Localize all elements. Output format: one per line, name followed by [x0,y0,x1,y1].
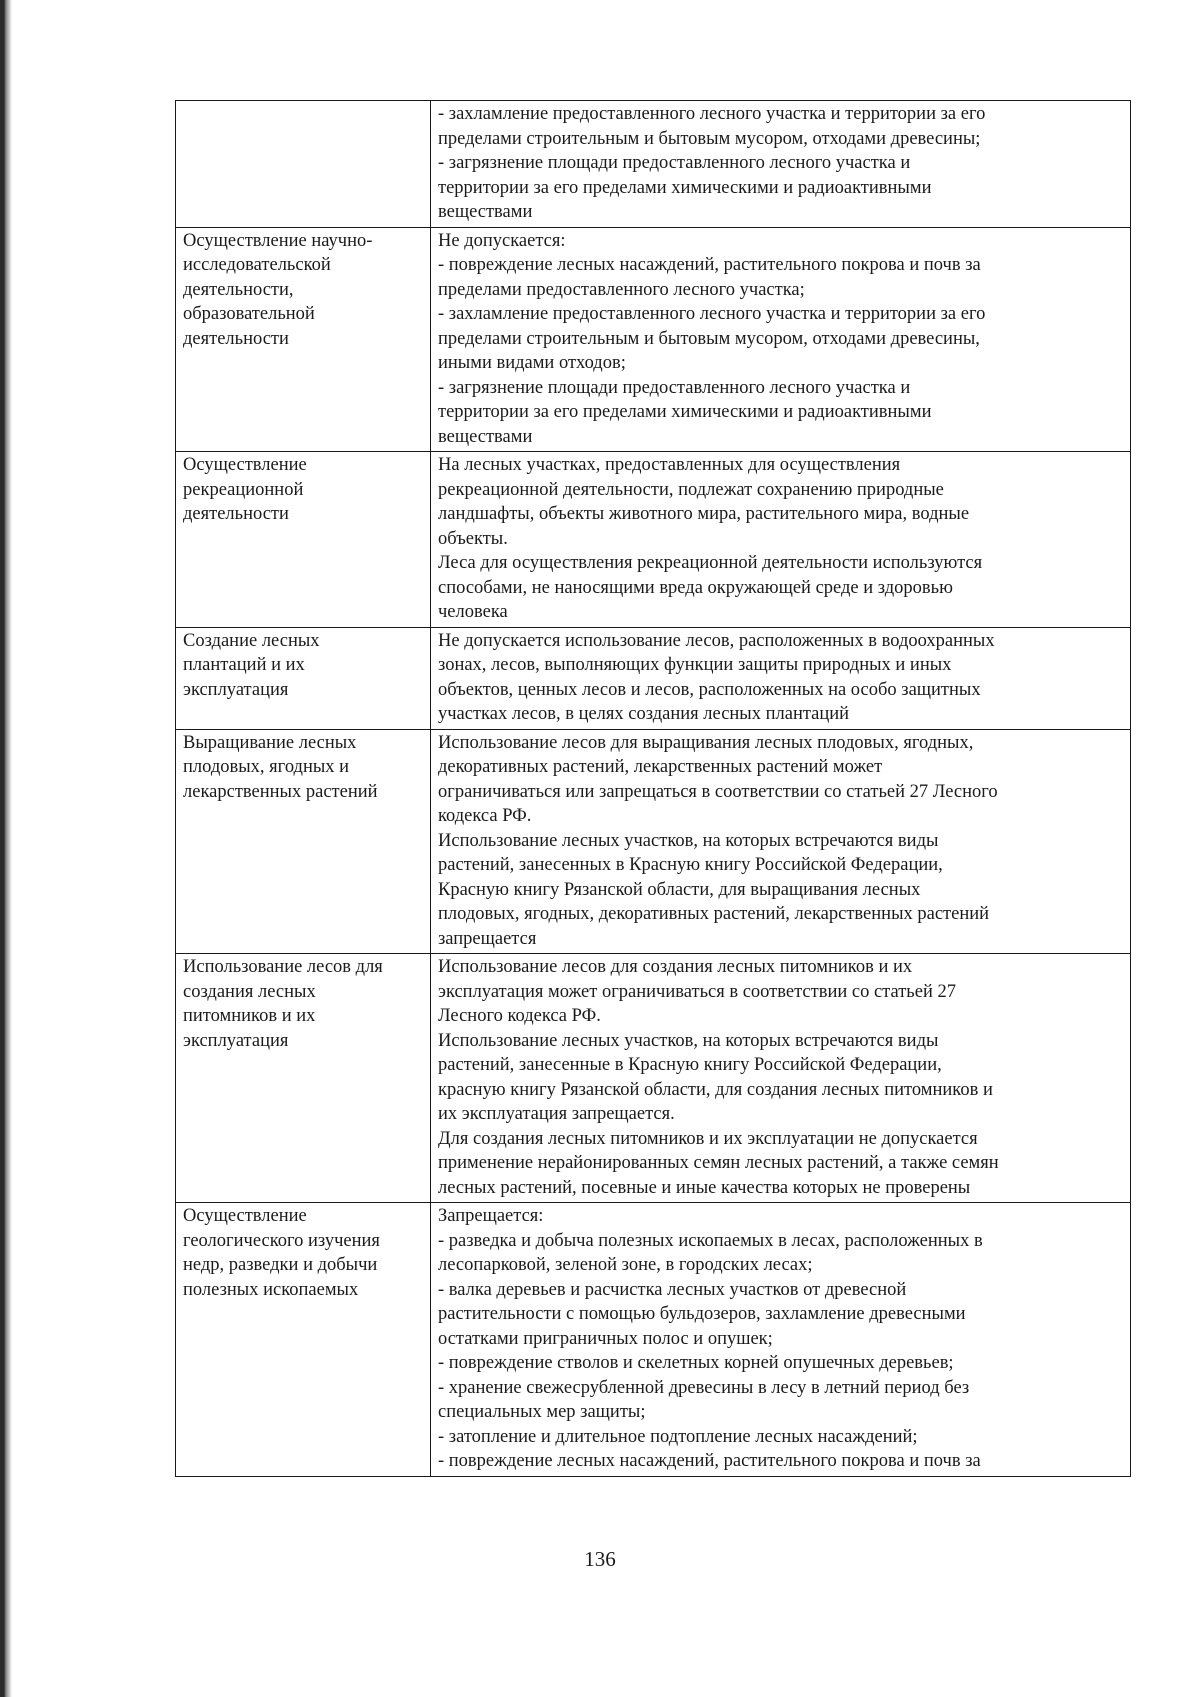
activity-line: Использование лесов для [183,957,383,977]
activity-line: лекарственных растений [183,781,378,802]
requirement-line: зонах, лесов, выполняющих функции защиты природных и иных [438,655,952,675]
requirements-cell [431,627,1131,729]
activity-cell [176,101,431,228]
activity-line: полезных ископаемых [183,1279,359,1300]
table-row [176,101,1131,228]
requirement-line: Использование лесов для выращивания лесных плодовых, ягодных, [438,732,974,753]
requirement-line: их эксплуатация запрещается. [438,1104,675,1124]
requirement-line: объекты. [438,528,508,549]
scan-edge-shadow [0,0,12,1697]
table-row [176,227,1131,452]
activity-line: деятельности [183,504,289,524]
requirement-line: - загрязнение площади предоставленного лесного участка и [438,153,911,173]
activity-line: Выращивание лесных [183,732,357,753]
requirement-line: красную книгу Рязанской области, для создания лесных питомников и [438,1079,993,1100]
requirement-line: - захламление предоставленного лесного участка и территории за его [438,304,986,324]
requirement-line: Запрещается: [438,1206,544,1226]
activity-line: Осуществление научно- [183,230,373,251]
requirements-cell [431,729,1131,954]
activity-cell [176,1203,431,1477]
table-row [176,627,1131,729]
requirement-line: декоративных растений, лекарственных растений может [438,757,883,777]
activity-cell [176,227,431,452]
requirement-line: веществами [438,202,533,222]
requirements-cell [431,954,1131,1203]
requirement-line: - загрязнение площади предоставленного лесного участка и [438,377,911,398]
activity-line: деятельности, [183,279,294,300]
requirement-line: рекреационной деятельности, подлежат сохранению природные [438,479,944,500]
requirement-line: Использование лесных участков, на которых встречаются виды [438,1030,939,1051]
requirement-line: иными видами отходов; [438,353,626,373]
table-row [176,729,1131,954]
activity-line: Осуществление [183,1206,307,1226]
requirement-line: объектов, ценных лесов и лесов, расположенных на особо защитных [438,679,981,700]
activity-line: эксплуатация [183,679,289,700]
table-row [176,452,1131,628]
requirement-line: ограничиваться или запрещаться в соответствии со статьей 27 Лесного [438,781,998,802]
requirement-line: пределами строительным и бытовым мусором, отходами древесины, [438,328,980,349]
requirement-line: - захламление предоставленного лесного участка и территории за его [438,104,986,124]
requirement-line: растительности с помощью бульдозеров, захламление древесными [438,1304,966,1324]
requirements-cell [431,452,1131,628]
activity-line: исследовательской [183,255,331,275]
activity-line: геологического изучения [183,1230,380,1251]
activity-cell [176,729,431,954]
activity-line: деятельности [183,328,289,349]
requirement-line: Леса для осуществления рекреационной деятельности используются [438,553,983,573]
requirement-line: Использование лесов для создания лесных питомников и их [438,957,913,977]
requirement-line: - повреждение лесных насаждений, растительного покрова и почв за [438,255,981,275]
requirement-line: - разведка и добыча полезных ископаемых в лесах, расположенных в [438,1230,983,1251]
requirements-cell [431,227,1131,452]
requirement-line: растений, занесенные в Красную книгу Российской Федерации, [438,1055,942,1075]
requirement-line: кодекса РФ. [438,806,532,826]
requirement-line: участках лесов, в целях создания лесных плантаций [438,704,850,724]
activity-line: рекреационной [183,479,304,500]
requirement-line: человека [438,602,508,622]
requirements-cell [431,1203,1131,1477]
requirement-line: - валка деревьев и расчистка лесных участков от древесной [438,1279,907,1300]
requirement-line: Красную книгу Рязанской области, для выращивания лесных [438,879,921,900]
activity-line: питомников и их [183,1006,316,1026]
requirement-line: пределами предоставленного лесного участка; [438,279,805,300]
requirement-line: плодовых, ягодных, декоративных растений, лекарственных растений [438,904,990,924]
activity-line: создания лесных [183,981,316,1002]
requirement-line: Использование лесных участков, на которых встречаются виды [438,830,939,851]
table-row [176,954,1131,1203]
activity-cell [176,452,431,628]
requirement-line: - затопление и длительное подтопление лесных насаждений; [438,1426,918,1447]
requirement-line: веществами [438,426,533,447]
requirement-line: Лесного кодекса РФ. [438,1006,601,1026]
page-number: 136 [584,1547,616,1571]
table-row [176,1203,1131,1477]
activity-cell [176,627,431,729]
requirement-line: эксплуатация может ограничиваться в соответствии со статьей 27 [438,981,956,1002]
requirement-line: - повреждение лесных насаждений, растительного покрова и почв за [438,1451,981,1471]
activity-cell [176,954,431,1203]
requirement-line: остатками приграничных полос и опушек; [438,1328,773,1349]
requirement-line: лесопарковой, зеленой зоне, в городских лесах; [438,1255,813,1275]
activity-line: недр, разведки и добычи [183,1255,378,1275]
requirement-line: территории за его пределами химическими и радиоактивными [438,177,932,198]
activity-line: Осуществление [183,455,307,475]
requirement-line: На лесных участках, предоставленных для осуществления [438,455,901,475]
activity-line: эксплуатация [183,1030,289,1051]
requirement-line: применение нерайонированных семян лесных растений, а также семян [438,1153,999,1173]
requirement-line: способами, не наносящими вреда окружающей среде и здоровью [438,577,953,598]
requirement-line: запрещается [438,928,537,949]
requirement-line: растений, занесенных в Красную книгу Российской Федерации, [438,855,943,875]
requirement-line: ландшафты, объекты животного мира, растительного мира, водные [438,504,970,524]
requirement-line: Не допускается: [438,230,566,251]
requirement-line: лесных растений, посевные и иные качества которых не проверены [438,1177,971,1198]
activity-line: плантаций и их [183,655,305,675]
requirement-line: пределами строительным и бытовым мусором, отходами древесины; [438,128,981,149]
document-page [175,100,1130,1477]
activity-line: плодовых, ягодных и [183,757,350,777]
activity-line: образовательной [183,304,315,324]
activity-line: Создание лесных [183,630,320,651]
requirement-line: специальных мер защиты; [438,1402,646,1422]
requirement-line: Не допускается использование лесов, расположенных в водоохранных [438,630,995,651]
requirement-line: Для создания лесных питомников и их эксплуатации не допускается [438,1128,978,1149]
requirement-line: - повреждение стволов и скелетных корней опушечных деревьев; [438,1353,954,1373]
requirements-cell [431,101,1131,228]
requirement-line: территории за его пределами химическими и радиоактивными [438,402,932,422]
requirement-line: - хранение свежесрубленной древесины в лесу в летний период без [438,1377,970,1398]
forest-use-table [175,100,1131,1477]
